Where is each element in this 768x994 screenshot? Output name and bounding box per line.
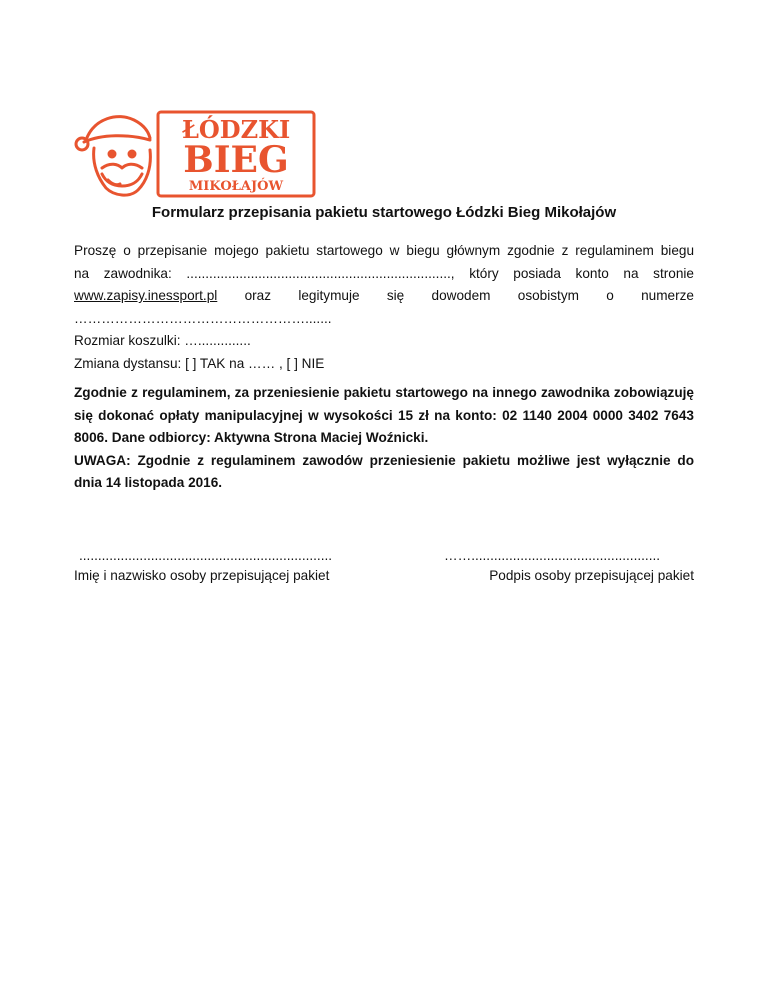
request-text bbox=[74, 240, 694, 375]
distance-change-line: Zmiana dystansu: [ ] TAK na …… , [ ] NIE bbox=[74, 355, 325, 371]
request-line-3 bbox=[74, 285, 694, 308]
shirt-size-line: Rozmiar koszulki: ….............. bbox=[74, 333, 251, 348]
signature-right bbox=[444, 546, 694, 586]
form-title: Formularz przepisania pakietu startowego Łódzki Bieg Mikołajów bbox=[151, 204, 617, 221]
registration-website-link[interactable]: www.zapisy.inessport.pl bbox=[74, 288, 218, 303]
signature-left bbox=[74, 546, 336, 586]
request-line-1: Proszę o przepisanie mojego pakietu startowego w biegu głównym zgodnie z regulaminem biegu bbox=[74, 243, 694, 258]
signature-dotted-line: …….................................................. bbox=[444, 548, 661, 563]
lodzki-bieg-mikolajow-logo bbox=[72, 108, 318, 200]
logo-line3: MIKOŁAJÓW bbox=[188, 179, 284, 194]
request-line-2: na zawodnika: ......................................................................, który posiada konto na stronie bbox=[74, 265, 694, 281]
signature-label: Podpis osoby przepisującej pakiet bbox=[489, 568, 694, 583]
name-dotted-line: ................................................................... bbox=[79, 548, 333, 563]
name-label: Imię i nazwisko osoby przepisującej pakiet bbox=[74, 568, 330, 583]
fee-notice: Zgodnie z regulaminem, za przeniesienie pakietu startowego na innego zawodnika zobowiązuję się dokonać opłaty manipulacyjnej w wysokości 15 zł na konto: 02 1140 2004 0000 3402 7643 8006. Dane odbiorcy: Aktywna Strona Maciej Woźnicki. bbox=[74, 385, 694, 445]
logo-line2: BIEG bbox=[183, 139, 289, 181]
notice-block bbox=[74, 382, 694, 495]
logo-line1: ŁÓDZKI bbox=[181, 115, 291, 144]
request-line-3-rest: oraz legitymuje się dowodem osobistym o numerze bbox=[217, 288, 694, 303]
id-number-blank: ……………………………………………....... bbox=[74, 310, 332, 326]
santa-claus-icon bbox=[76, 117, 150, 195]
deadline-warning: UWAGA: Zgodnie z regulaminem zawodów przeniesienie pakietu możliwe jest wyłącznie do dnia 14 listopada 2016. bbox=[74, 452, 694, 490]
